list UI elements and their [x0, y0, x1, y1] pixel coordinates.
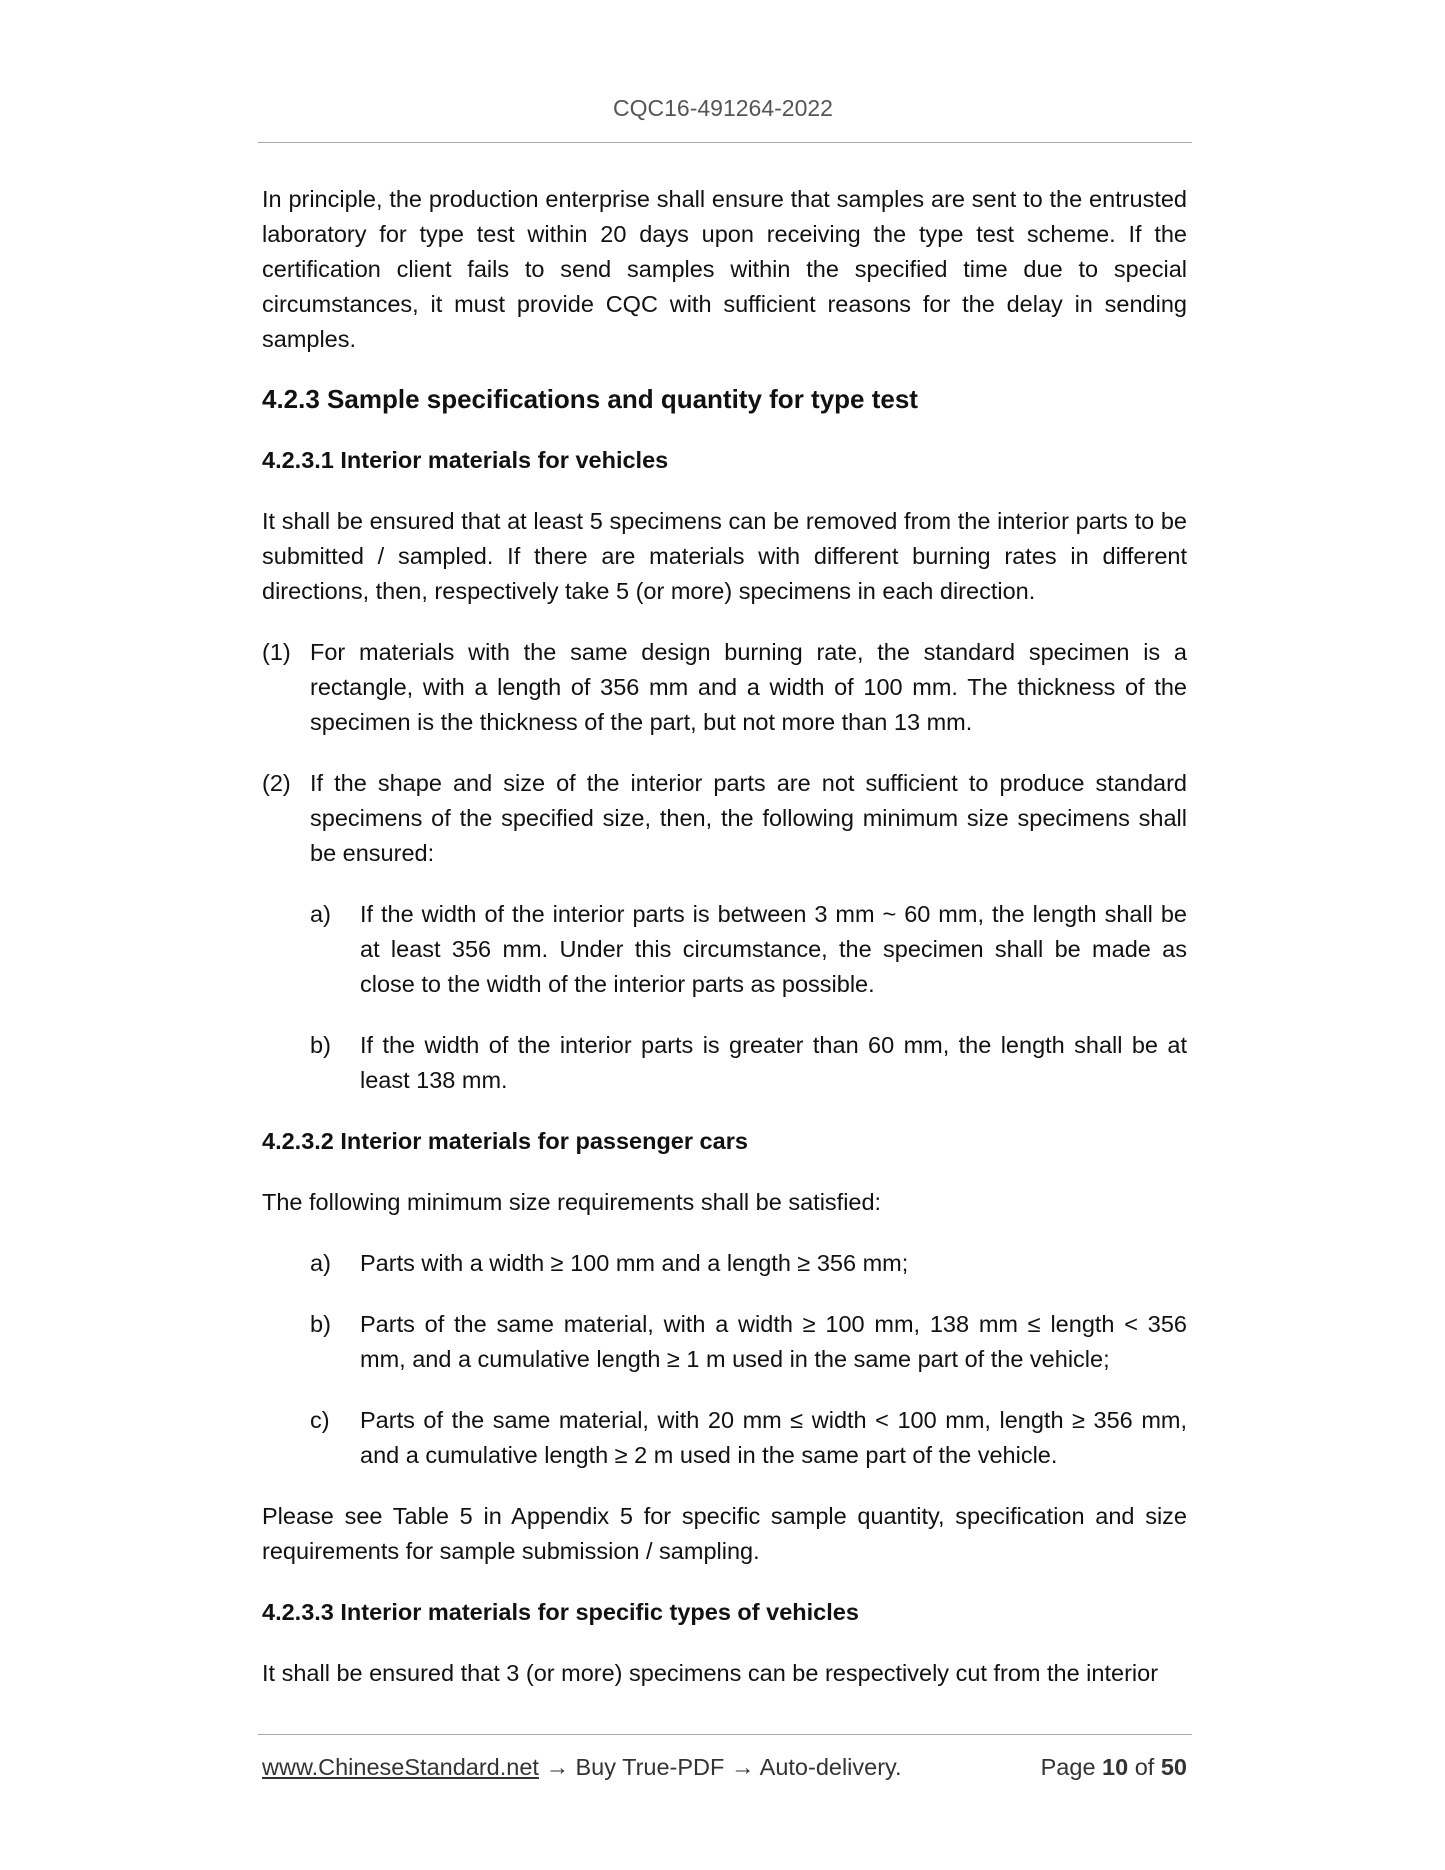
requirement-item-c	[310, 1403, 1187, 1473]
section-heading-4-2-3-1: 4.2.3.1 Interior materials for vehicles	[262, 447, 669, 473]
section-4-2-3-1-paragraph: It shall be ensured that at least 5 specimens can be removed from the interior parts to be submitted / sampled. If there are materials with different burning rates in different directions, then, respectively take 5 (or more) specimens in each direction.	[262, 508, 1187, 604]
requirement-item-b	[310, 1307, 1187, 1377]
item-label: b)	[310, 1311, 331, 1337]
item-label: a)	[310, 901, 331, 927]
item-label: c)	[310, 1407, 330, 1433]
sub-item-b	[310, 1028, 1187, 1098]
promo-text: → Buy True-PDF → Auto-delivery.	[538, 1754, 902, 1780]
section-heading-4-2-3: 4.2.3 Sample specifications and quantity for type test	[262, 384, 918, 414]
page-number	[1041, 1752, 1187, 1782]
requirement-item-a	[310, 1246, 1187, 1281]
item-text: Parts with a width ≥ 100 mm and a length ≥ 356 mm;	[360, 1250, 909, 1276]
numbered-item-1	[262, 635, 1187, 740]
section-heading-4-2-3-3: 4.2.3.3 Interior materials for specific types of vehicles	[262, 1599, 859, 1625]
item-text: If the width of the interior parts is between 3 mm ~ 60 mm, the length shall be at least 356 mm. Under this circumstance, the specimen shall be made as close to the width of the interior parts as possible.	[360, 901, 1187, 997]
intro-paragraph: In principle, the production enterprise shall ensure that samples are sent to the entrusted laboratory for type test within 20 days upon receiving the type test scheme. If the certification client fails to send samples within the specified time due to special circumstances, it must provide CQC with sufficient reasons for the delay in sending samples.	[262, 186, 1187, 352]
item-text: Parts of the same material, with 20 mm ≤ width < 100 mm, length ≥ 356 mm, and a cumulative length ≥ 2 m used in the same part of the vehicle.	[360, 1407, 1187, 1468]
total-pages: 50	[1160, 1754, 1187, 1780]
sub-item-a	[310, 897, 1187, 1002]
section-4-2-3-2-paragraph: The following minimum size requirements shall be satisfied:	[262, 1189, 882, 1215]
numbered-item-2	[262, 766, 1187, 871]
document-code-header: CQC16-491264-2022	[613, 95, 833, 121]
item-label: (2)	[262, 770, 291, 796]
page-body	[262, 182, 1187, 1691]
item-label: b)	[310, 1032, 331, 1058]
item-text: For materials with the same design burning rate, the standard specimen is a rectangle, with a length of 356 mm and a width of 100 mm. The thickness of the specimen is the thickness of the part, but not more than 13 mm.	[310, 639, 1187, 735]
website-link[interactable]: www.ChineseStandard.net	[262, 1754, 539, 1780]
item-label: a)	[310, 1250, 331, 1276]
header-divider	[258, 142, 1192, 143]
appendix-note-paragraph: Please see Table 5 in Appendix 5 for specific sample quantity, specification and size requirements for sample submission / sampling.	[262, 1503, 1187, 1564]
footer-divider	[258, 1734, 1192, 1735]
item-text: If the shape and size of the interior parts are not sufficient to produce standard specimens of the specified size, then, the following minimum size specimens shall be ensured:	[310, 770, 1187, 866]
section-heading-4-2-3-2: 4.2.3.2 Interior materials for passenger cars	[262, 1128, 748, 1154]
item-text: Parts of the same material, with a width ≥ 100 mm, 138 mm ≤ length < 356 mm, and a cumulative length ≥ 1 m used in the same part of the vehicle;	[360, 1311, 1187, 1372]
current-page: 10	[1102, 1754, 1129, 1780]
item-text: If the width of the interior parts is greater than 60 mm, the length shall be at least 138 mm.	[360, 1032, 1187, 1093]
page-footer	[262, 1752, 1187, 1782]
item-label: (1)	[262, 639, 291, 665]
section-4-2-3-3-paragraph: It shall be ensured that 3 (or more) specimens can be respectively cut from the interior	[262, 1660, 1159, 1686]
page-word: Page	[1040, 1754, 1096, 1780]
of-word: of	[1134, 1754, 1155, 1780]
